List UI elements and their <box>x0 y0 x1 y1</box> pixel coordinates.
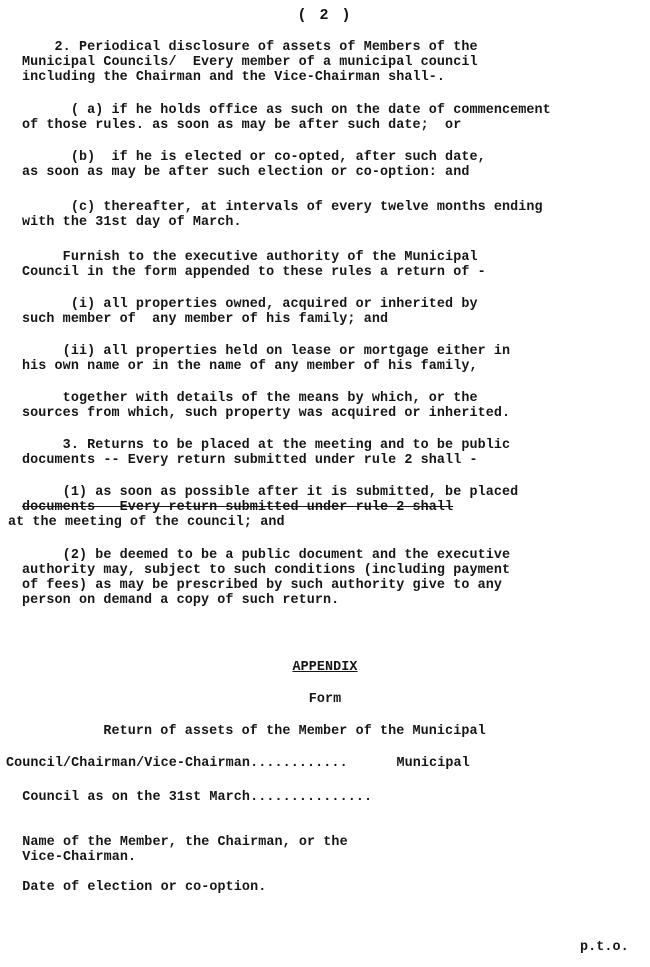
text-line: (1) as soon as possible after it is submitted, be placed <box>22 485 519 500</box>
text-line: Council as on the 31st March............... <box>6 790 373 805</box>
text-line: Vice-Chairman. <box>6 850 137 865</box>
text-line: Council/Chairman/Vice-Chairman............ Municipal <box>6 756 470 771</box>
text-line: ( a) if he holds office as such on the date of commencement <box>22 103 551 118</box>
text-line: Return of assets of the Member of the Municipal <box>22 724 486 739</box>
please-turn-over: p.t.o. <box>580 940 629 955</box>
text-line: as soon as may be after such election or co-option: and <box>22 165 470 180</box>
text-line: Date of election or co-option. <box>6 880 267 895</box>
form-heading: Form <box>308 692 342 707</box>
text-line: 3. Returns to be placed at the meeting and to be public <box>22 438 511 453</box>
text-line: (b) if he is elected or co-opted, after such date, <box>22 150 486 165</box>
text-line: 2. Periodical disclosure of assets of Members of the <box>22 40 478 55</box>
text-line: at the meeting of the council; and <box>8 515 285 530</box>
text-line: sources from which, such property was acquired or inherited. <box>22 406 511 421</box>
text-line: together with details of the means by which, or the <box>22 391 478 406</box>
page-number: ( 2 ) <box>297 7 353 24</box>
appendix-heading: APPENDIX <box>292 660 358 675</box>
text-line: of those rules. as soon as may be after such date; or <box>22 118 462 133</box>
text-line: (ii) all properties held on lease or mortgage either in <box>22 344 511 359</box>
text-line: including the Chairman and the Vice-Chairman shall-. <box>22 70 446 85</box>
text-line: (2) be deemed to be a public document and the executive <box>22 548 511 563</box>
text-line: (c) thereafter, at intervals of every twelve months ending <box>22 200 543 215</box>
text-line: (i) all properties owned, acquired or inherited by <box>22 297 478 312</box>
text-line: Council in the form appended to these rules a return of - <box>22 265 486 280</box>
text-line: with the 31st day of March. <box>22 215 242 230</box>
text-line: of fees) as may be prescribed by such authority give to any <box>22 578 503 593</box>
text-line: Municipal Councils/ Every member of a municipal council <box>22 55 478 70</box>
struck-text-line: documents Every return submitted under rule 2 shall <box>22 500 454 515</box>
text-line: his own name or in the name of any member of his family, <box>22 359 478 374</box>
text-line: documents -- Every return submitted under rule 2 shall - <box>22 453 478 468</box>
text-line: such member of any member of his family; and <box>22 312 389 327</box>
text-line: Name of the Member, the Chairman, or the <box>6 835 348 850</box>
text-line: Furnish to the executive authority of the Municipal <box>22 250 478 265</box>
text-line: person on demand a copy of such return. <box>22 593 340 608</box>
text-line: authority may, subject to such conditions (including payment <box>22 563 511 578</box>
